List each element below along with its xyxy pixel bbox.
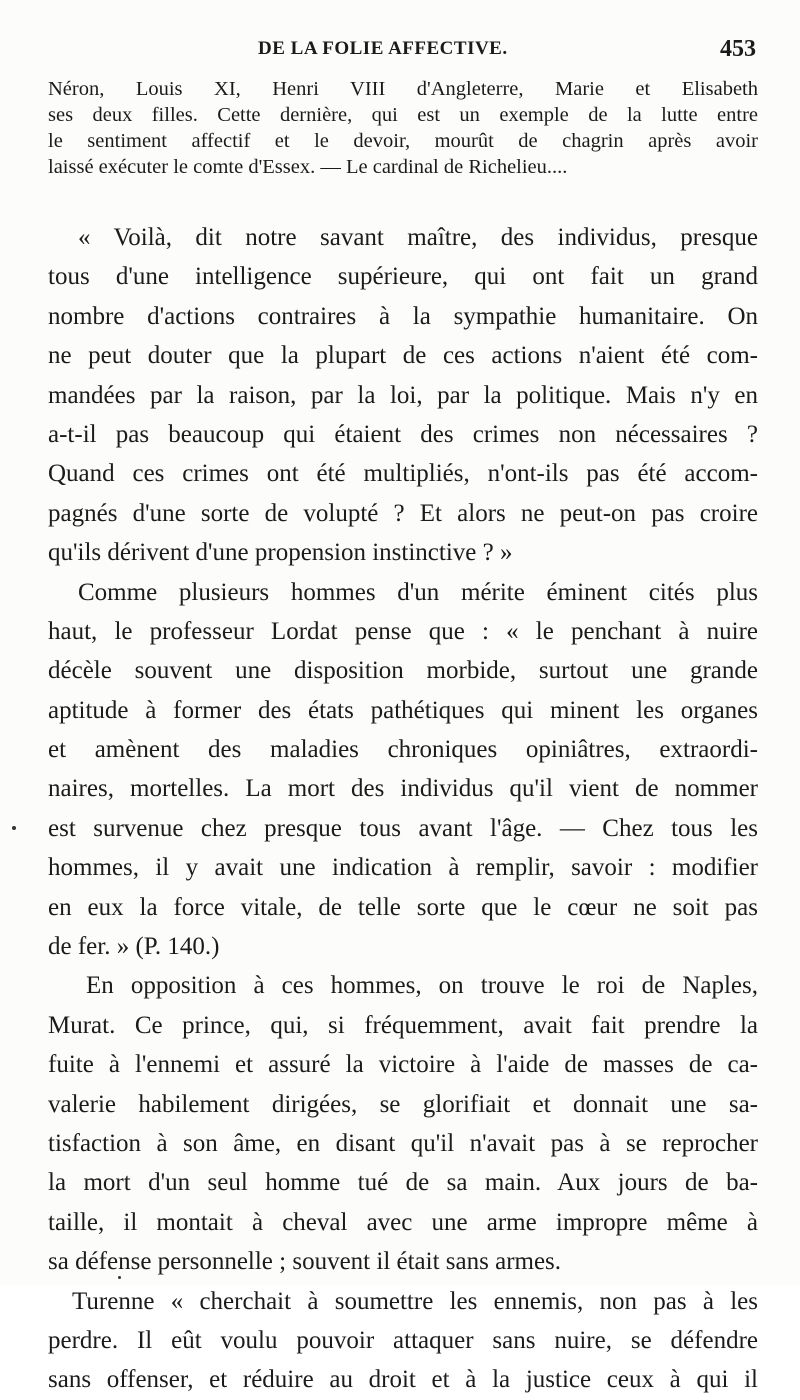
text-line: ses deux filles. Cette dernière, qui est un exemple de la lutte entre — [48, 104, 758, 126]
text-line: aptitude à former des états pathétiques qui minent les organes — [48, 696, 758, 724]
running-head — [48, 38, 756, 66]
ink-speck — [118, 1276, 121, 1279]
text-line: pagnés d'une sorte de volupté ? Et alors ne peut-on pas croire — [48, 499, 758, 527]
text-line: la mort d'un seul homme tué de sa main. Aux jours de ba- — [48, 1169, 758, 1197]
text-line: le sentiment affectif et le devoir, mourût de chagrin après avoir — [48, 130, 758, 152]
text-line: nombre d'actions contraires à la sympathie humanitaire. On — [48, 302, 758, 330]
text-line: Comme plusieurs hommes d'un mérite éminent cités plus — [78, 578, 758, 606]
text-line: mandées par la raison, par la loi, par la politique. Mais n'y en — [48, 381, 758, 409]
text-line: qu'ils dérivent d'une propension instinctive ? » — [48, 539, 513, 567]
text-line: sa défense personnelle ; souvent il était sans armes. — [48, 1248, 562, 1276]
text-line: est survenue chez presque tous avant l'âge. — Chez tous les — [48, 814, 758, 842]
text-line: perdre. Il eût voulu pouvoir attaquer sans nuire, se défendre — [48, 1326, 758, 1354]
page-number: 453 — [720, 36, 756, 62]
main-text — [48, 218, 758, 1400]
text-line: naires, mortelles. La mort des individus qu'il vient de nommer — [48, 775, 758, 803]
intro-paragraph — [48, 76, 758, 180]
text-line: tisfaction à son âme, en disant qu'il n'avait pas à se reprocher — [48, 1129, 758, 1157]
text-line: En opposition à ces hommes, on trouve le roi de Naples, — [86, 972, 758, 1000]
text-line: Murat. Ce prince, qui, si fréquemment, avait fait prendre la — [48, 1011, 758, 1039]
text-line: et amènent des maladies chroniques opiniâtres, extraordi- — [48, 736, 758, 764]
text-line: laissé exécuter le comte d'Essex. — Le cardinal de Richelieu.... — [48, 156, 568, 178]
text-line: valerie habilement dirigées, se glorifiait et donnait une sa- — [48, 1090, 758, 1118]
text-line: décèle souvent une disposition morbide, surtout une grande — [48, 657, 758, 685]
text-line: fuite à l'ennemi et assuré la victoire à l'aide de masses de ca- — [48, 1051, 758, 1079]
text-line: haut, le professeur Lordat pense que : « le penchant à nuire — [48, 617, 758, 645]
running-title: DE LA FOLIE AFFECTIVE. — [258, 38, 508, 59]
text-line: hommes, il y avait une indication à remplir, savoir : modifier — [48, 854, 758, 882]
text-line: de fer. » (P. 140.) — [48, 933, 220, 961]
text-line: Turenne « cherchait à soumettre les ennemis, non pas à les — [72, 1287, 758, 1315]
text-line: en eux la force vitale, de telle sorte que le cœur ne soit pas — [48, 893, 758, 921]
text-line: sans offenser, et réduire au droit et à la justice ceux à qui il — [48, 1366, 758, 1394]
text-line: Quand ces crimes ont été multipliés, n'ont-ils pas été accom- — [48, 460, 758, 488]
ink-speck — [12, 826, 16, 830]
text-line: ne peut douter que la plupart de ces actions n'aient été com- — [48, 342, 758, 370]
text-line: « Voilà, dit notre savant maître, des individus, presque — [78, 224, 758, 251]
text-line: Néron, Louis XI, Henri VIII d'Angleterre, Marie et Elisabeth — [48, 78, 758, 100]
text-line: tous d'une intelligence supérieure, qui ont fait un grand — [48, 263, 758, 291]
text-line: taille, il montait à cheval avec une arme impropre même à — [48, 1208, 758, 1236]
text-line: a-t-il pas beaucoup qui étaient des crimes non nécessaires ? — [48, 420, 758, 448]
